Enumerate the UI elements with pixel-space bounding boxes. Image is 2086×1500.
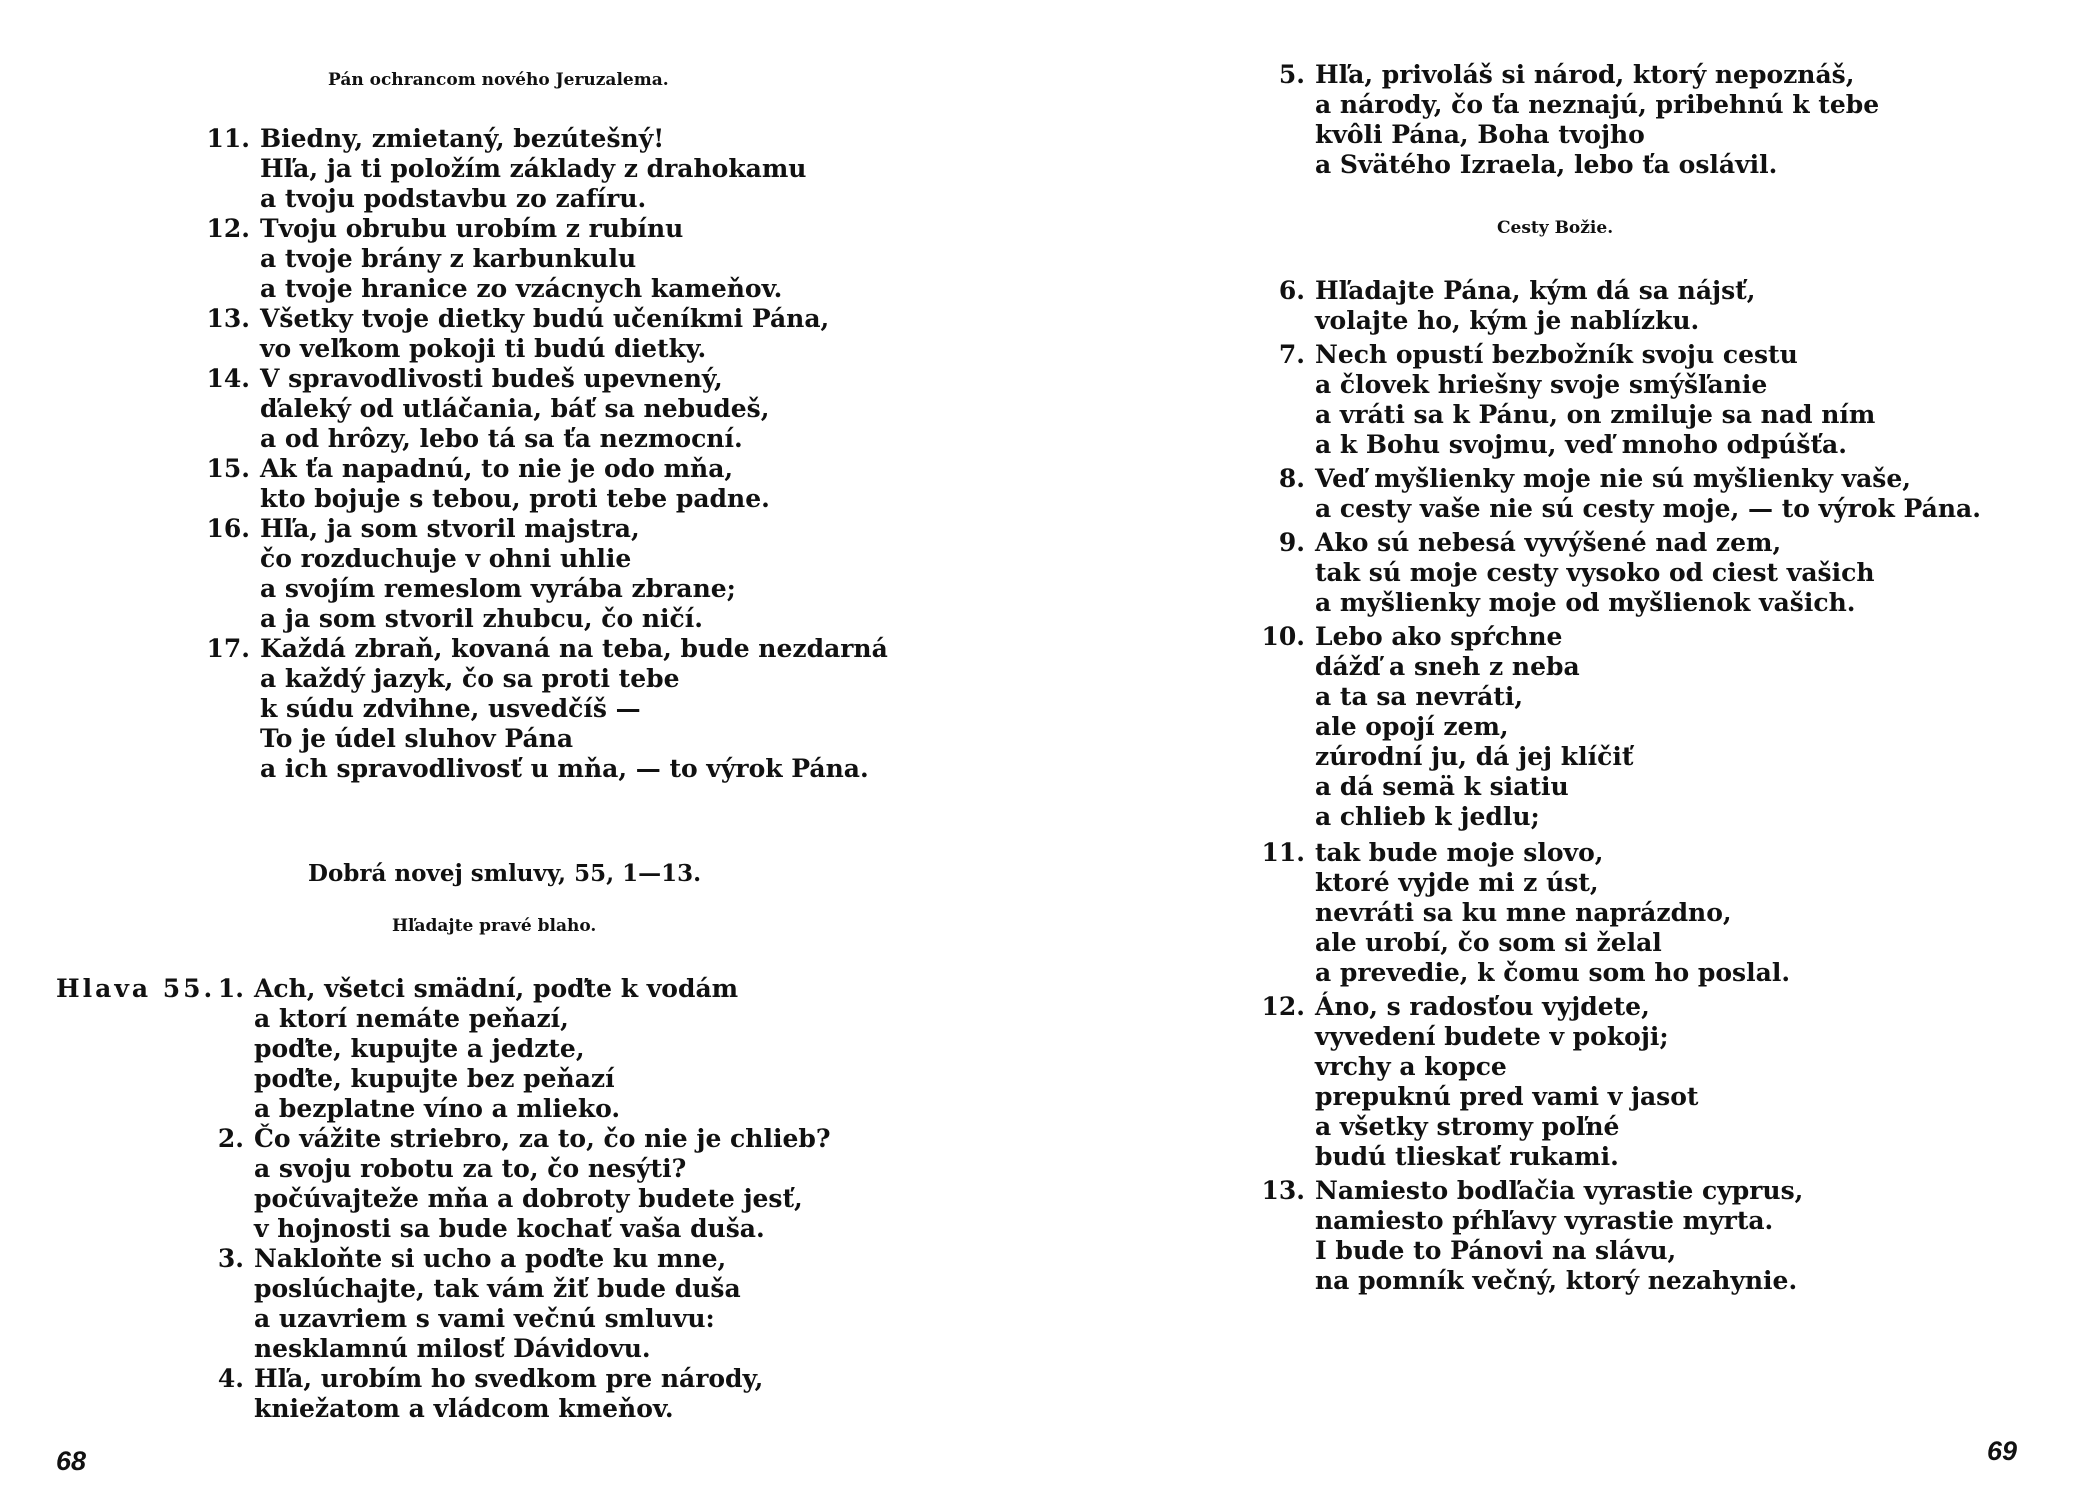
verse-number: 13. [206,304,250,333]
verse-line: a každý jazyk, čo sa proti tebe [260,664,680,693]
verse-line: a tvoje hranice zo vzácnych kameňov. [260,274,783,303]
verse-line: a k Bohu svojmu, veď mnoho odpúšťa. [1315,430,1847,459]
verse-number: 12. [206,214,250,243]
verse-line: Hľa, ja som stvoril majstra, [260,514,640,543]
verse-line: ale urobí, čo som si želal [1315,928,1662,957]
verse-number: 2. [217,1124,244,1153]
verse-line: vo veľkom pokoji ti budú dietky. [260,334,707,363]
verse-12 [206,214,783,304]
verse-line: a ich spravodlivosť u mňa, — to výrok Pána. [260,754,869,783]
verse-line: Ach, všetci smädní, poďte k vodám [254,974,739,1003]
verse-line: a ta sa nevráti, [1315,682,1524,711]
verse-line: V spravodlivosti budeš upevnený, [260,364,723,393]
verse-line: Veď myšlienky moje nie sú myšlienky vaše, [1315,464,1911,493]
verse-number: 8. [1278,464,1305,493]
verse-5 [1278,60,1880,180]
verse-line: vyvedení budete v pokoji; [1315,1022,1669,1051]
chapter-label: Hlava 55. [56,974,216,1003]
verse-line: zúrodní ju, dá jej klíčiť [1315,742,1634,771]
verse-line: ďaleký od utláčania, báť sa nebudeš, [260,394,770,423]
verse-number: 5. [1278,60,1305,89]
verse-9 [1278,528,1875,618]
verse-line: I bude to Pánovi na slávu, [1315,1236,1677,1265]
verse-line: a dá semä k siatiu [1315,772,1569,801]
verse-line: ale opojí zem, [1315,712,1509,741]
verse-8 [1278,464,1981,524]
verse-line: a Svätého Izraela, lebo ťa oslávil. [1315,150,1778,179]
verse-line: nesklamnú milosť Dávidovu. [254,1334,651,1363]
verse-13-right [1261,1176,1804,1296]
verse-line: Hľadajte Pána, kým dá sa nájsť, [1315,276,1756,305]
verse-7 [1278,340,1876,460]
verse-line: poďte, kupujte bez peňazí [254,1064,615,1093]
verse-line: Biedny, zmietaný, bezútešný! [260,124,665,153]
verse-14 [206,364,770,454]
verse-4 [217,1364,764,1424]
verse-line: v hojnosti sa bude kochať vaša duša. [254,1214,765,1243]
section-subtitle: Hľadajte pravé blaho. [392,916,597,936]
verse-11-right [1261,838,1791,988]
verse-line: Lebo ako spŕchne [1315,622,1563,651]
verse-line: a všetky stromy poľné [1315,1112,1620,1141]
verse-line: a ja som stvoril zhubcu, čo ničí. [260,604,703,633]
page-number: 68 [56,1446,87,1476]
verse-line: k súdu zdvihne, usvedčíš — [260,694,641,723]
verse-line: vrchy a kopce [1315,1052,1507,1081]
verse-number: 6. [1278,276,1305,305]
verse-line: a od hrôzy, lebo tá sa ťa nezmocní. [260,424,743,453]
verse-line: ktoré vyjde mi z úst, [1315,868,1599,897]
verse-number: 15. [206,454,250,483]
verse-6 [1278,276,1756,336]
verse-line: Čo vážite striebro, za to, čo nie je chlieb? [254,1124,831,1153]
verse-line: a vráti sa k Pánu, on zmiluje sa nad ním [1315,400,1876,429]
verse-line: kto bojuje s tebou, proti tebe padne. [260,484,770,513]
verse-line: Každá zbraň, kovaná na teba, bude nezdarná [260,634,888,663]
verse-3 [217,1244,741,1364]
verse-number: 4. [217,1364,244,1393]
verse-line: Hľa, urobím ho svedkom pre národy, [254,1364,764,1393]
verse-line: budú tlieskať rukami. [1315,1142,1619,1171]
section-subtitle: Cesty Božie. [1497,218,1614,238]
verse-number: 12. [1261,992,1305,1021]
verse-number: 17. [206,634,250,663]
section-title: Dobrá novej smluvy, 55, 1—13. [308,860,702,887]
verse-line: Hľa, privoláš si národ, ktorý nepoznáš, [1315,60,1855,89]
verse-1 [217,974,739,1124]
verse-line: Ak ťa napadnú, to nie je odo mňa, [260,454,734,483]
verse-line: a ktorí nemáte peňazí, [254,1004,569,1033]
verse-number: 7. [1278,340,1305,369]
verse-line: a národy, čo ťa neznajú, pribehnú k tebe [1315,90,1880,119]
verse-12-right [1261,992,1699,1172]
verse-line: dážď a sneh z neba [1315,652,1580,681]
verse-10 [1261,622,1634,832]
verse-number: 11. [1261,838,1305,867]
verse-line: kniežatom a vládcom kmeňov. [254,1394,674,1423]
verse-11 [206,124,807,214]
verse-13 [206,304,830,364]
verse-number: 13. [1261,1176,1305,1205]
running-head: Pán ochrancom nového Jeruzalema. [328,70,669,90]
verse-line: a svoju robotu za to, čo nesýti? [254,1154,687,1183]
verse-line: a bezplatne víno a mlieko. [254,1094,621,1123]
verse-number: 14. [206,364,250,393]
verse-line: a tvoje brány z karbunkulu [260,244,637,273]
verse-line: a cesty vaše nie sú cesty moje, — to výrok Pána. [1315,494,1981,523]
verse-number: 10. [1261,622,1305,651]
verse-line: Áno, s radosťou vyjdete, [1315,992,1650,1021]
verse-line: a človek hriešny svoje smýšľanie [1315,370,1768,399]
verse-line: Namiesto bodľačia vyrastie cyprus, [1315,1176,1804,1205]
verse-17 [206,634,888,784]
verse-line: a uzavriem s vami večnú smluvu: [254,1304,715,1333]
verse-number: 3. [217,1244,244,1273]
verse-line: poslúchajte, tak vám žiť bude duša [254,1274,741,1303]
verse-line: počúvajteže mňa a dobroty budete jesť, [254,1184,803,1213]
verse-number: 9. [1278,528,1305,557]
verse-line: Tvoju obrubu urobím z rubínu [260,214,684,243]
verse-line: tak sú moje cesty vysoko od ciest vašich [1315,558,1875,587]
verse-line: Hľa, ja ti položím základy z drahokamu [260,154,807,183]
verse-line: kvôli Pána, Boha tvojho [1315,120,1645,149]
verse-line: a svojím remeslom vyrába zbrane; [260,574,736,603]
verse-line: čo rozduchuje v ohni uhlie [260,544,632,573]
verse-line: To je údel sluhov Pána [260,724,574,753]
verse-number: 16. [206,514,250,543]
verse-number: 1. [217,974,244,1003]
verse-line: poďte, kupujte a jedzte, [254,1034,585,1063]
verse-line: a prevedie, k čomu som ho poslal. [1315,958,1791,987]
verse-number: 11. [206,124,250,153]
verse-line: prepuknú pred vami v jasot [1315,1082,1699,1111]
right-page [1043,0,2086,1500]
verse-line: volajte ho, kým je nablízku. [1315,306,1700,335]
verse-2 [217,1124,831,1244]
verse-line: nevráti sa ku mne naprázdno, [1315,898,1732,927]
verse-16 [206,514,736,634]
verse-line: a myšlienky moje od myšlienok vašich. [1315,588,1856,617]
verse-line: namiesto pŕhľavy vyrastie myrta. [1315,1206,1774,1235]
verse-line: Nech opustí bezbožník svoju cestu [1315,340,1798,369]
page-number: 69 [1987,1436,2018,1466]
verse-line: a chlieb k jedlu; [1315,802,1540,831]
verse-line: na pomník večný, ktorý nezahynie. [1315,1266,1798,1295]
verse-15 [206,454,770,514]
verse-line: a tvoju podstavbu zo zafíru. [260,184,647,213]
verse-line: Nakloňte si ucho a poďte ku mne, [254,1244,727,1273]
verse-line: Ako sú nebesá vyvýšené nad zem, [1315,528,1782,557]
verse-line: tak bude moje slovo, [1315,838,1604,867]
verse-line: Všetky tvoje dietky budú učeníkmi Pána, [260,304,830,333]
